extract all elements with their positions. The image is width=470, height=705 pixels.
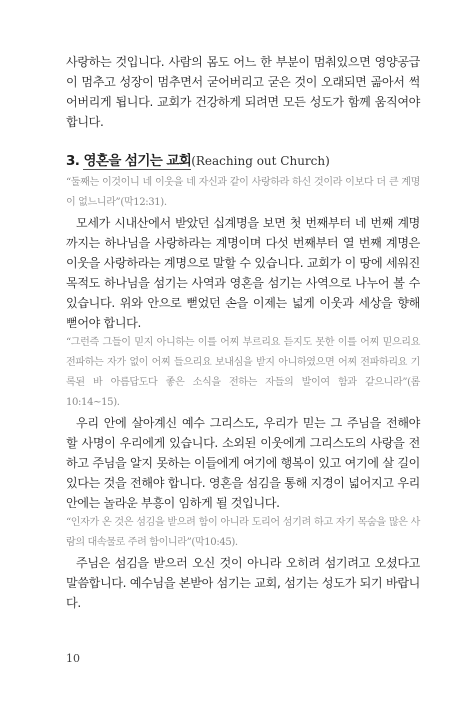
section-title: 영혼을 섬기는 교회 [83,153,192,169]
section-heading [66,151,420,172]
body-paragraph: 우리 안에 살아계신 예수 그리스도, 우리가 믿는 그 주님을 전해야 할 사명이 우리에게 있습니다. 소외된 이웃에게 그리스도의 사랑을 전하고 주님을 알지 못하는 이들에게 여기에 행복이 있고 여기에 살 길이 있다는 것을 전해야 합니다. 영혼을 섬김을 통해 지경이 넓어지고 우리 안에는 놀라운 부흥이 임하게 될 것입니다. [66,416,420,510]
page-body [66,52,420,613]
scripture-quote: “그런즉 그들이 믿지 아니하는 이를 어찌 부르리요 듣지도 못한 이를 어찌 믿으리요 전파하는 자가 없이 어찌 들으리요 보내심을 받지 아니하였으면 어찌 전파하리요 기록된 바 아름답도다 좋은 소식을 전하는 자들의 발이여 함과 같으니라”(롬10:14~15). [66,337,420,408]
scripture-quote: “인자가 온 것은 섬김을 받으려 함이 아니라 도리어 섬기려 하고 자기 목숨을 많은 사람의 대속물로 주려 함이니라”(막10:45). [66,517,420,548]
section-number: 3. [66,153,80,169]
scripture-quote: “둘째는 이것이니 네 이웃을 네 자신과 같이 사랑하라 하신 것이라 이보다 더 큰 계명이 없느니라”(막12:31). [66,177,420,208]
body-paragraph: 모세가 시내산에서 받았던 십계명을 보면 첫 번째부터 네 번째 계명까지는 하나님을 사랑하라는 계명이며 다섯 번째부터 열 번째 계명은 이웃을 사랑하라는 계명으로 말할 수 있습니다. 교회가 이 땅에 세워진 목적도 하나님을 섬기는 사역과 영혼을 섬기는 사역으로 나누어 볼 수 있습니다. 위와 안으로 뻗었던 손을 이제는 넓게 이웃과 세상을 향해 뻗어야 합니다. [66,216,420,330]
page-number: 10 [66,652,80,665]
section-subtitle: (Reaching out Church) [191,154,330,168]
body-paragraph: 주님은 섬김을 받으러 오신 것이 아니라 오히려 섬기려고 오셨다고 말씀합니다. 예수님을 본받아 섬기는 교회, 섬기는 성도가 되기 바랍니다. [66,556,420,610]
body-paragraph: 사랑하는 것입니다. 사람의 몸도 어느 한 부분이 멈춰있으면 영양공급이 멈추고 성장이 멈추면서 굳어버리고 굳은 것이 오래되면 곪아서 썩어버리게 됩니다. 교회가 건강하게 되려면 모든 성도가 함께 움직여야 합니다. [66,55,420,129]
